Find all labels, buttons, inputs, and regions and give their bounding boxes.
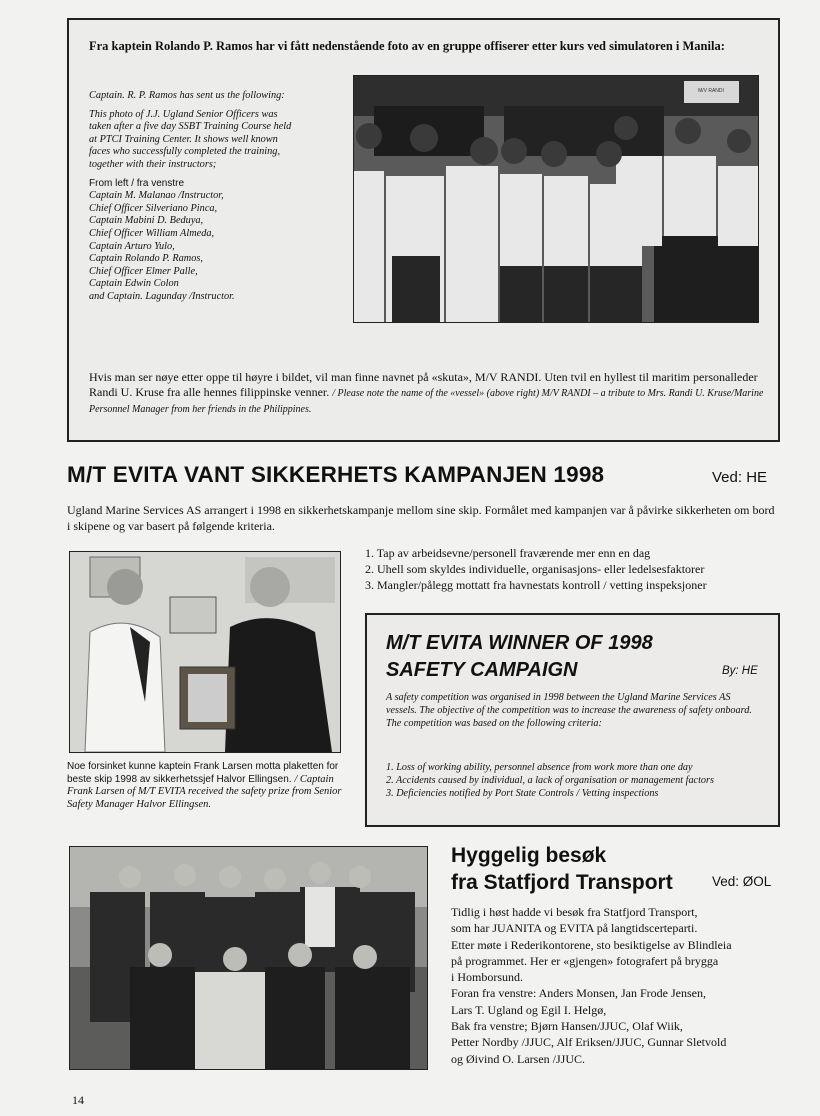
criteria-item-english: 1. Loss of working ability, personnel absence from work more than one day: [386, 762, 693, 773]
top-article-box: [67, 18, 780, 442]
caption-english: / Captain Frank Larsen of M/T EVITA received the safety prize from Senior Safety Manager Halvor Ellingsen.: [67, 773, 342, 810]
visit-body: [451, 904, 781, 1067]
visit-headline-line2: fra Statfjord Transport: [451, 871, 673, 894]
english-article-box: [365, 613, 780, 827]
visit-body-line: Lars T. Ugland og Egil I. Helgø,: [451, 1002, 607, 1017]
name-line: Chief Officer Silveriano Pinca,: [89, 202, 218, 214]
evita-headline: M/T EVITA VANT SIKKERHETS KAMPANJEN 1998: [67, 462, 605, 487]
visit-body-line: på programmet. Her er «gjengen» fotografert på brygga: [451, 953, 719, 968]
name-line: Captain Edwin Colon: [89, 278, 179, 290]
name-line: Chief Officer Elmer Palle,: [89, 265, 198, 277]
award-photo-caption: [67, 761, 342, 811]
officers-group-photo: [353, 75, 759, 323]
english-body: A safety competition was organised in 1998 between the Ugland Marine Services AS vessels. The objective of the competition was to increase the awareness of safety onboard. The competition was based on the following criteria:: [386, 692, 752, 729]
evita-intro: Ugland Marine Services AS arrangert i 1998 en sikkerhetskampanje mellom sine skip. Formålet med kampanjen var å påvirke sikkerheten om bord i skipene og var basert på følgende kriteria.: [67, 503, 775, 533]
visit-body-line: Bak fra venstre; Bjørn Hansen/JJUC, Olaf Wiik,: [451, 1019, 683, 1034]
caption-names: [89, 178, 301, 304]
name-line: Captain Mabini D. Beduya,: [89, 215, 204, 227]
top-footer-text: [89, 370, 769, 417]
english-byline: By: HE: [722, 665, 758, 677]
caption-norwegian: Noe forsinket kunne kaptein Frank Larsen motta plaketten for beste skip 1998 av sikkerhetssjef Halvor Ellingsen.: [67, 761, 339, 785]
visit-headline: [451, 842, 673, 896]
name-line: and Captain. Lagunday /Instructor.: [89, 290, 235, 302]
name-line: Captain Arturo Yulo,: [89, 240, 175, 252]
footer-english: / Please note the name of the «vessel» (above right) M/V RANDI – a tribute to Mrs. Randi U. Kruse/Marine Personnel Manager from her friends in the Philippines.: [89, 388, 764, 415]
criteria-list-norwegian: [365, 545, 775, 593]
vessel-sign-text: M/V RANDI: [698, 88, 724, 94]
visit-body-line: som har JUANITA og EVITA på langtidscerteparti.: [451, 921, 698, 936]
visit-body-line: i Homborsund.: [451, 970, 523, 985]
from-left-label: From left / fra venstre: [89, 177, 185, 189]
top-photo-caption: [89, 90, 301, 304]
visit-body-line: Etter møte i Rederikontorene, sto besiktigelse av Blindleia: [451, 937, 732, 952]
visit-body-line: Foran fra venstre: Anders Monsen, Jan Frode Jensen,: [451, 986, 706, 1001]
name-line: Chief Officer William Almeda,: [89, 227, 215, 239]
name-line: Captain Rolando P. Ramos,: [89, 253, 203, 265]
footer-norwegian: Hvis man ser nøye etter oppe til høyre i bildet, vil man finne navnet på «skuta», M/V RANDI. Uten tvil en hyllest til maritim personalleder Randi U. Kruse fra alle hennes filippinske venner.: [89, 370, 758, 399]
english-headline-line1: M/T EVITA WINNER OF 1998: [386, 632, 653, 654]
criteria-item-english: 3. Deficiencies notified by Port State Controls / Vetting inspections: [386, 788, 659, 799]
award-photo: [69, 551, 341, 753]
criteria-list-english: [386, 761, 771, 800]
criteria-item: 3. Mangler/pålegg mottatt fra havnestats kontroll / vetting inspeksjoner: [365, 578, 707, 592]
visit-byline: Ved: ØOL: [712, 874, 772, 889]
evita-byline: Ved: HE: [712, 469, 768, 486]
visitors-group-photo: [69, 846, 428, 1070]
english-headline-line2: SAFETY CAMPAIGN: [386, 659, 578, 681]
criteria-item-english: 2. Accidents caused by individual, a lack of organisation or management factors: [386, 775, 714, 786]
visit-body-line: Petter Nordby /JJUC, Alf Eriksen/JJUC, Gunnar Sletvold: [451, 1035, 727, 1050]
caption-description: This photo of J.J. Ugland Senior Officers was taken after a five day SSBT Training Course held at PTCI Training Center. It shows well known faces who successfully completed the training, together with their instructors;: [89, 108, 292, 170]
visit-body-line: Tidlig i høst hadde vi besøk fra Statfjord Transport,: [451, 905, 698, 919]
criteria-item: 2. Uhell som skyldes individuelle, organisasjons- eller ledelsesfaktorer: [365, 562, 705, 576]
name-line: Captain M. Malanao /Instructor,: [89, 190, 224, 202]
top-intro-text: Fra kaptein Rolando P. Ramos har vi fått nedenstående foto av en gruppe offiserer etter kurs ved simulatoren i Manila:: [89, 39, 725, 53]
caption-sender: Captain. R. P. Ramos has sent us the following:: [89, 90, 285, 101]
criteria-item: 1. Tap av arbeidsevne/personell fraværende mer enn en dag: [365, 546, 651, 560]
visit-headline-line1: Hyggelig besøk: [451, 844, 607, 867]
english-headline: [386, 630, 653, 684]
visit-body-line: og Øivind O. Larsen /JJUC.: [451, 1051, 585, 1066]
page-number: 14: [72, 1093, 84, 1107]
